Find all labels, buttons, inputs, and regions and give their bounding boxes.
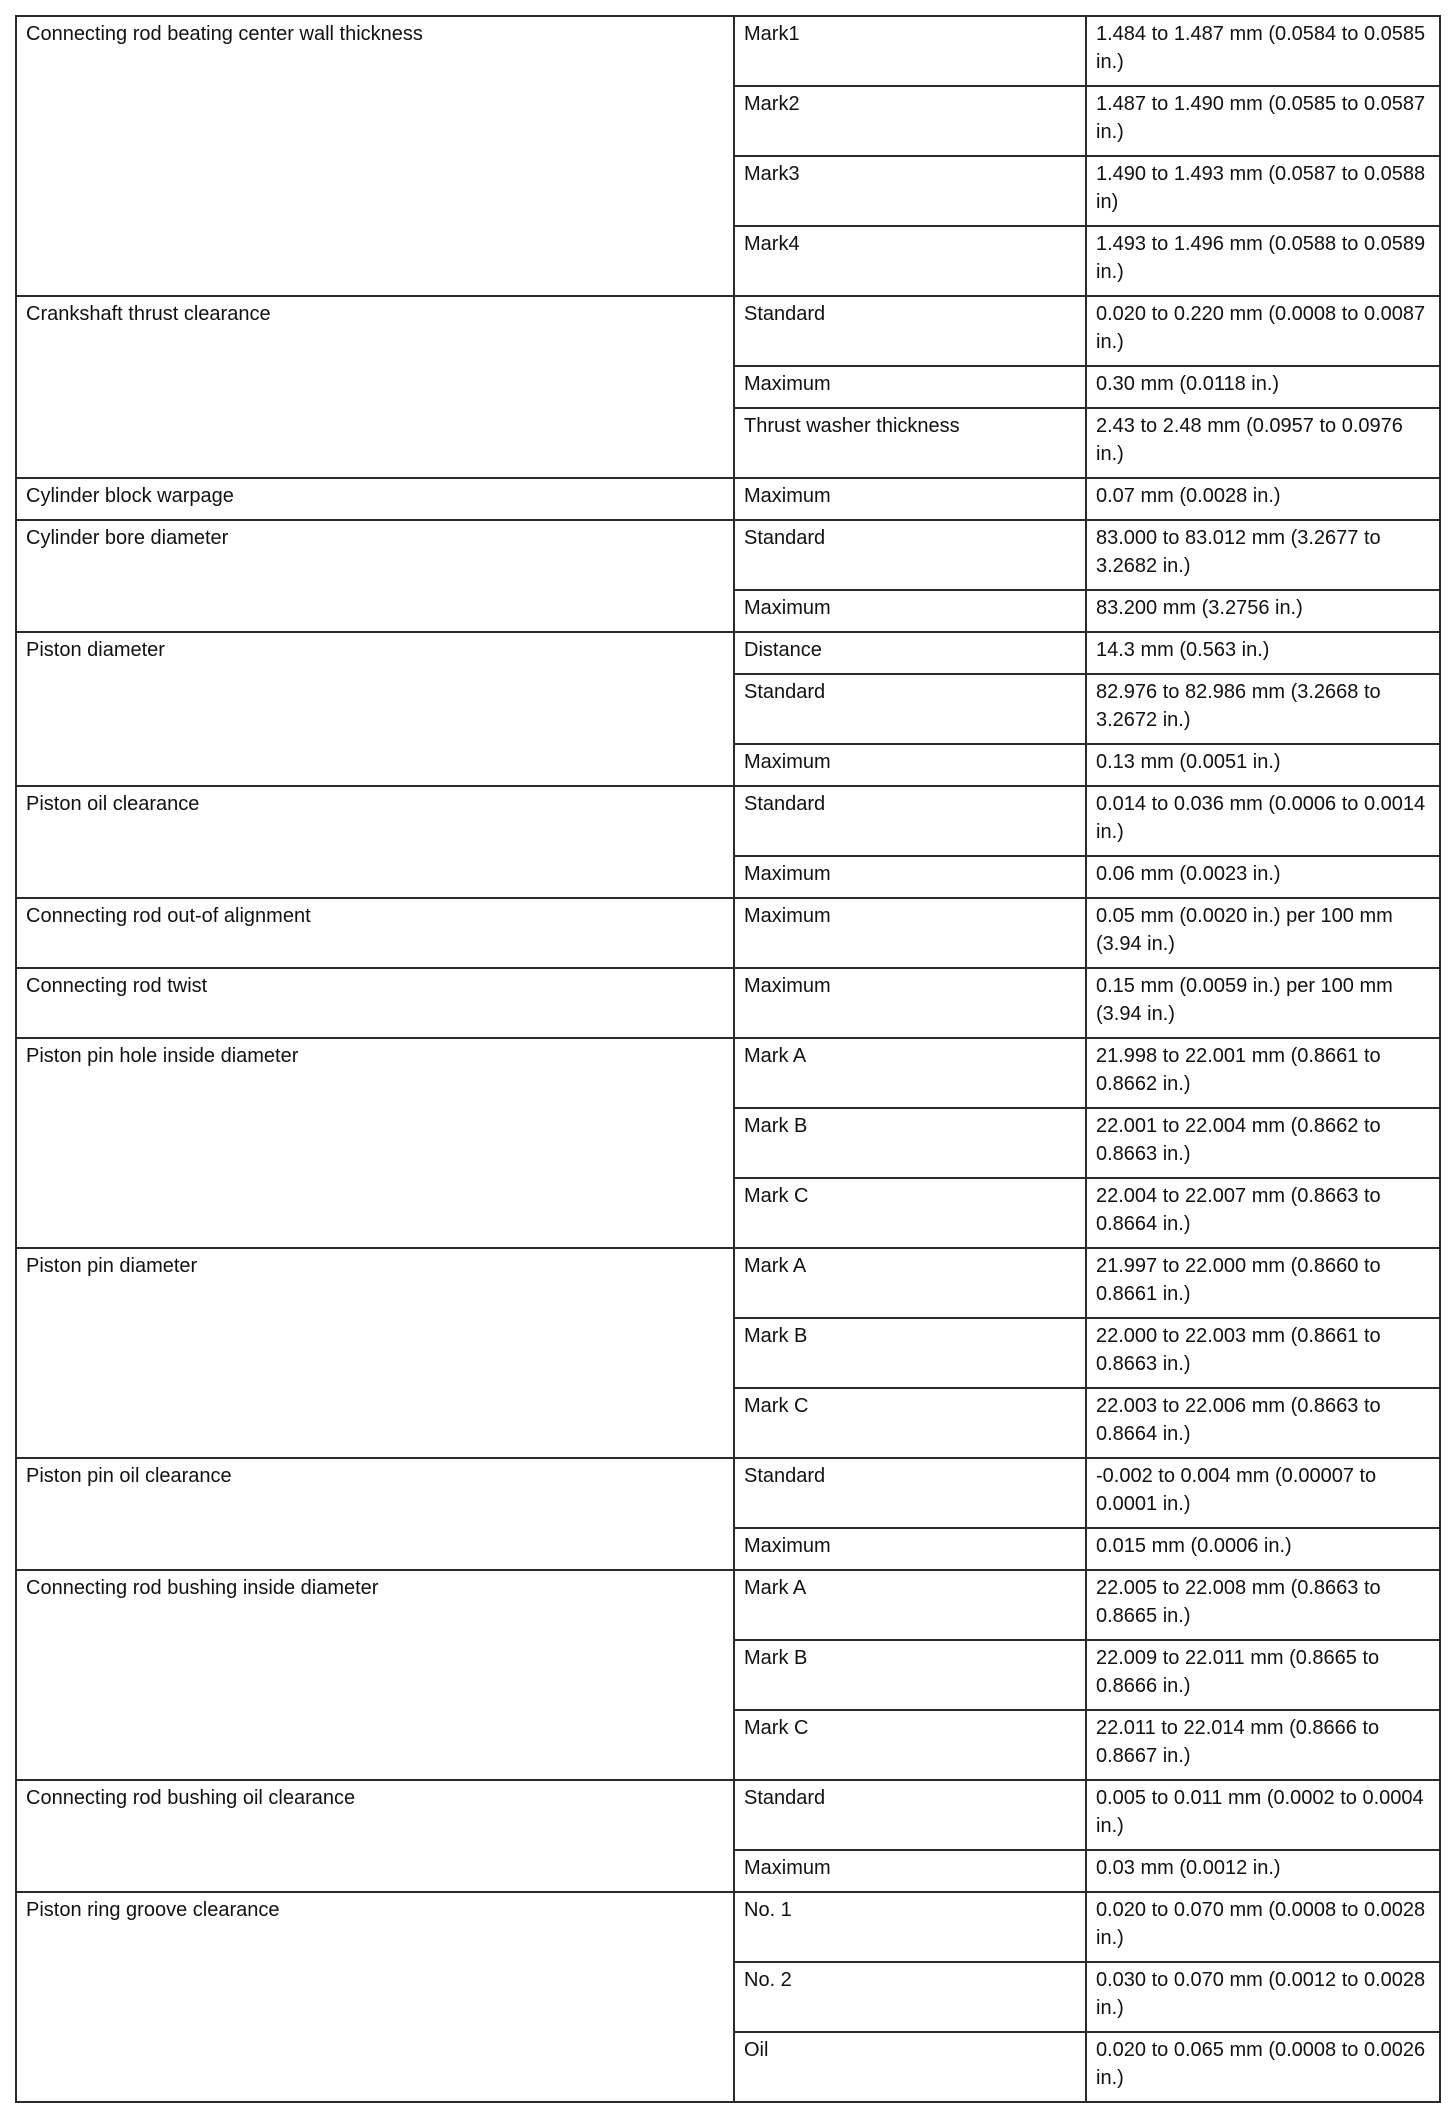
- value-cell: 1.490 to 1.493 mm (0.0587 to 0.0588 in): [1086, 156, 1440, 226]
- specification-table: [15, 15, 1441, 2103]
- value-cell: 22.000 to 22.003 mm (0.8661 to 0.8663 in.): [1086, 1318, 1440, 1388]
- value-cell: 1.487 to 1.490 mm (0.0585 to 0.0587 in.): [1086, 86, 1440, 156]
- value-cell: 82.976 to 82.986 mm (3.2668 to 3.2672 in.): [1086, 674, 1440, 744]
- table-row: [16, 1780, 1440, 1850]
- item-cell: Standard: [734, 1780, 1086, 1850]
- item-cell: Mark C: [734, 1178, 1086, 1248]
- value-cell: 22.001 to 22.004 mm (0.8662 to 0.8663 in.): [1086, 1108, 1440, 1178]
- table-row: [16, 16, 1440, 86]
- parameter-cell: Connecting rod bushing inside diameter: [16, 1570, 734, 1780]
- item-cell: Maximum: [734, 968, 1086, 1038]
- value-cell: 0.005 to 0.011 mm (0.0002 to 0.0004 in.): [1086, 1780, 1440, 1850]
- parameter-cell: Cylinder block warpage: [16, 478, 734, 520]
- table-row: [16, 1038, 1440, 1108]
- item-cell: Mark C: [734, 1710, 1086, 1780]
- item-cell: Maximum: [734, 1850, 1086, 1892]
- parameter-cell: Piston pin oil clearance: [16, 1458, 734, 1570]
- item-cell: Standard: [734, 786, 1086, 856]
- parameter-cell: Cylinder bore diameter: [16, 520, 734, 632]
- item-cell: Maximum: [734, 1528, 1086, 1570]
- value-cell: 0.020 to 0.220 mm (0.0008 to 0.0087 in.): [1086, 296, 1440, 366]
- value-cell: 0.014 to 0.036 mm (0.0006 to 0.0014 in.): [1086, 786, 1440, 856]
- parameter-cell: Piston ring groove clearance: [16, 1892, 734, 2102]
- value-cell: 22.009 to 22.011 mm (0.8665 to 0.8666 in.): [1086, 1640, 1440, 1710]
- value-cell: 1.493 to 1.496 mm (0.0588 to 0.0589 in.): [1086, 226, 1440, 296]
- parameter-cell: Piston diameter: [16, 632, 734, 786]
- item-cell: No. 2: [734, 1962, 1086, 2032]
- item-cell: Maximum: [734, 744, 1086, 786]
- parameter-cell: Piston pin diameter: [16, 1248, 734, 1458]
- item-cell: Distance: [734, 632, 1086, 674]
- parameter-cell: Connecting rod twist: [16, 968, 734, 1038]
- value-cell: 0.15 mm (0.0059 in.) per 100 mm (3.94 in.): [1086, 968, 1440, 1038]
- table-row: [16, 296, 1440, 366]
- item-cell: Mark B: [734, 1318, 1086, 1388]
- item-cell: Mark3: [734, 156, 1086, 226]
- parameter-cell: Connecting rod out-of alignment: [16, 898, 734, 968]
- value-cell: 21.997 to 22.000 mm (0.8660 to 0.8661 in.): [1086, 1248, 1440, 1318]
- value-cell: 0.030 to 0.070 mm (0.0012 to 0.0028 in.): [1086, 1962, 1440, 2032]
- item-cell: Standard: [734, 296, 1086, 366]
- value-cell: 0.06 mm (0.0023 in.): [1086, 856, 1440, 898]
- value-cell: 1.484 to 1.487 mm (0.0584 to 0.0585 in.): [1086, 16, 1440, 86]
- value-cell: 0.30 mm (0.0118 in.): [1086, 366, 1440, 408]
- item-cell: Mark C: [734, 1388, 1086, 1458]
- value-cell: 0.13 mm (0.0051 in.): [1086, 744, 1440, 786]
- item-cell: Mark4: [734, 226, 1086, 296]
- value-cell: 22.005 to 22.008 mm (0.8663 to 0.8665 in.): [1086, 1570, 1440, 1640]
- table-row: [16, 1892, 1440, 1962]
- table-row: [16, 632, 1440, 674]
- value-cell: 21.998 to 22.001 mm (0.8661 to 0.8662 in.): [1086, 1038, 1440, 1108]
- value-cell: 22.011 to 22.014 mm (0.8666 to 0.8667 in.): [1086, 1710, 1440, 1780]
- item-cell: Mark A: [734, 1248, 1086, 1318]
- item-cell: Mark B: [734, 1640, 1086, 1710]
- table-row: [16, 1248, 1440, 1318]
- item-cell: Standard: [734, 520, 1086, 590]
- item-cell: Mark2: [734, 86, 1086, 156]
- value-cell: 22.003 to 22.006 mm (0.8663 to 0.8664 in.): [1086, 1388, 1440, 1458]
- table-row: [16, 786, 1440, 856]
- item-cell: Oil: [734, 2032, 1086, 2102]
- table-row: [16, 1458, 1440, 1528]
- item-cell: Thrust washer thickness: [734, 408, 1086, 478]
- item-cell: No. 1: [734, 1892, 1086, 1962]
- value-cell: 0.05 mm (0.0020 in.) per 100 mm (3.94 in.): [1086, 898, 1440, 968]
- item-cell: Mark B: [734, 1108, 1086, 1178]
- item-cell: Standard: [734, 674, 1086, 744]
- value-cell: -0.002 to 0.004 mm (0.00007 to 0.0001 in.): [1086, 1458, 1440, 1528]
- parameter-cell: Crankshaft thrust clearance: [16, 296, 734, 478]
- value-cell: 0.015 mm (0.0006 in.): [1086, 1528, 1440, 1570]
- item-cell: Standard: [734, 1458, 1086, 1528]
- specification-table-body: [16, 16, 1440, 2102]
- item-cell: Mark A: [734, 1570, 1086, 1640]
- value-cell: 83.000 to 83.012 mm (3.2677 to 3.2682 in.): [1086, 520, 1440, 590]
- item-cell: Maximum: [734, 366, 1086, 408]
- value-cell: 2.43 to 2.48 mm (0.0957 to 0.0976 in.): [1086, 408, 1440, 478]
- value-cell: 14.3 mm (0.563 in.): [1086, 632, 1440, 674]
- item-cell: Mark1: [734, 16, 1086, 86]
- item-cell: Maximum: [734, 590, 1086, 632]
- value-cell: 83.200 mm (3.2756 in.): [1086, 590, 1440, 632]
- value-cell: 0.07 mm (0.0028 in.): [1086, 478, 1440, 520]
- parameter-cell: Piston oil clearance: [16, 786, 734, 898]
- parameter-cell: Connecting rod bushing oil clearance: [16, 1780, 734, 1892]
- table-row: [16, 1570, 1440, 1640]
- parameter-cell: Piston pin hole inside diameter: [16, 1038, 734, 1248]
- value-cell: 0.03 mm (0.0012 in.): [1086, 1850, 1440, 1892]
- item-cell: Maximum: [734, 898, 1086, 968]
- table-row: [16, 968, 1440, 1038]
- item-cell: Mark A: [734, 1038, 1086, 1108]
- value-cell: 0.020 to 0.070 mm (0.0008 to 0.0028 in.): [1086, 1892, 1440, 1962]
- table-row: [16, 520, 1440, 590]
- value-cell: 22.004 to 22.007 mm (0.8663 to 0.8664 in.): [1086, 1178, 1440, 1248]
- table-row: [16, 898, 1440, 968]
- item-cell: Maximum: [734, 856, 1086, 898]
- item-cell: Maximum: [734, 478, 1086, 520]
- table-row: [16, 478, 1440, 520]
- value-cell: 0.020 to 0.065 mm (0.0008 to 0.0026 in.): [1086, 2032, 1440, 2102]
- parameter-cell: Connecting rod beating center wall thickness: [16, 16, 734, 296]
